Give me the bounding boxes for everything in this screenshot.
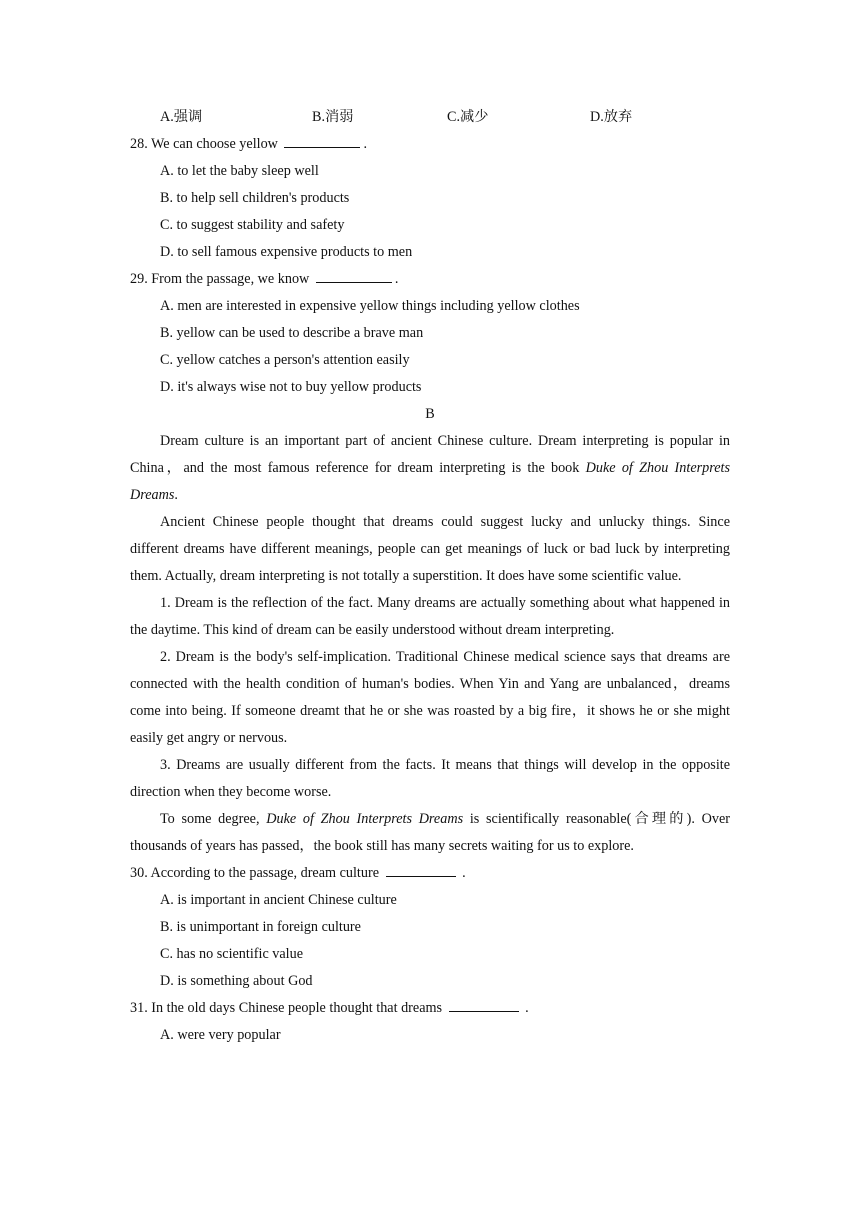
q29-answer-blank bbox=[316, 268, 392, 283]
p6-text: To some degree, bbox=[160, 811, 267, 827]
q30-answer-blank bbox=[386, 862, 456, 877]
q27-options bbox=[130, 104, 730, 131]
q31-answer-blank bbox=[449, 997, 519, 1012]
passage-paragraph-3: 1. Dream is the reflection of the fact. Many dreams are actually something about what happened in the daytime. This kind of dream can be easily understood without dream interpreting. bbox=[130, 595, 730, 638]
q28-answer-blank bbox=[284, 133, 360, 148]
q30-stem-text: 30. According to the passage, dream culture bbox=[130, 865, 379, 881]
exam-page bbox=[130, 104, 730, 1049]
q30-option-a: A. is important in ancient Chinese culture bbox=[160, 892, 397, 908]
q29-stem-text: 29. From the passage, we know bbox=[130, 271, 310, 287]
q30-option-c: C. has no scientific value bbox=[160, 946, 304, 962]
q29-stem bbox=[130, 266, 730, 293]
q31-option-a: A. were very popular bbox=[160, 1027, 281, 1043]
q27-option-c: C.减少 bbox=[447, 109, 489, 125]
p6-book-title: Duke of Zhou Interprets Dreams bbox=[266, 811, 464, 827]
q31-stem-end: . bbox=[521, 1000, 529, 1016]
q28-option-b: B. to help sell children's products bbox=[160, 190, 350, 206]
q29-option-b: B. yellow can be used to describe a brave man bbox=[160, 325, 424, 341]
q31-stem bbox=[130, 995, 730, 1022]
q28-stem bbox=[130, 131, 730, 158]
passage-paragraph-5: 3. Dreams are usually different from the facts. It means that things will develop in the opposite direction when they become worse. bbox=[130, 757, 730, 800]
p1-text-end: . bbox=[174, 487, 178, 503]
section-b-heading: B bbox=[425, 406, 435, 422]
q29-stem-end: . bbox=[394, 271, 399, 287]
q28-stem-end: . bbox=[363, 136, 368, 152]
q29-option-a: A. men are interested in expensive yellow things including yellow clothes bbox=[160, 298, 580, 314]
passage-paragraph-1 bbox=[130, 428, 730, 509]
q27-option-d: D.放弃 bbox=[590, 109, 633, 125]
q31-stem-text: 31. In the old days Chinese people thought that dreams bbox=[130, 1000, 443, 1016]
q27-option-b: B.消弱 bbox=[312, 109, 354, 125]
q29-option-c: C. yellow catches a person's attention easily bbox=[160, 352, 410, 368]
q30-stem-end: . bbox=[458, 865, 466, 881]
p1-book-title: Duke of Zhou Interprets Dreams bbox=[130, 460, 730, 503]
passage-paragraph-2: Ancient Chinese people thought that dreams could suggest lucky and unlucky things. Since different dreams have different meanings, people can get meanings of luck or bad luck by interpreting them. Actually, dream interpreting is not totally a superstition. It does have some scientific value. bbox=[130, 514, 730, 584]
q28-stem-text: 28. We can choose yellow bbox=[130, 136, 278, 152]
q29-option-d: D. it's always wise not to buy yellow products bbox=[160, 379, 422, 395]
p1-text: Dream culture is an important part of ancient Chinese culture. Dream interpreting is popular in China，and the most famous reference for dream interpreting is the book bbox=[130, 433, 730, 476]
p6-text-end: is scientifically reasonable(合理的). Over thousands of years has passed，the book still has many secrets waiting for us to explore. bbox=[130, 811, 730, 854]
q28-option-a: A. to let the baby sleep well bbox=[160, 163, 319, 179]
q28-option-c: C. to suggest stability and safety bbox=[160, 217, 345, 233]
passage-paragraph-4: 2. Dream is the body's self-implication. Traditional Chinese medical science says that dreams are connected with the health condition of human's bodies. When Yin and Yang are unbalanced，dreams come into being. If someone dreamt that he or she was roasted by a big fire，it shows he or she might easily get angry or nervous. bbox=[130, 649, 730, 746]
q30-stem bbox=[130, 860, 730, 887]
q30-option-d: D. is something about God bbox=[160, 973, 313, 989]
passage-paragraph-6 bbox=[130, 806, 730, 860]
q28-option-d: D. to sell famous expensive products to men bbox=[160, 244, 413, 260]
q27-option-a: A.强调 bbox=[160, 109, 203, 125]
q30-option-b: B. is unimportant in foreign culture bbox=[160, 919, 361, 935]
